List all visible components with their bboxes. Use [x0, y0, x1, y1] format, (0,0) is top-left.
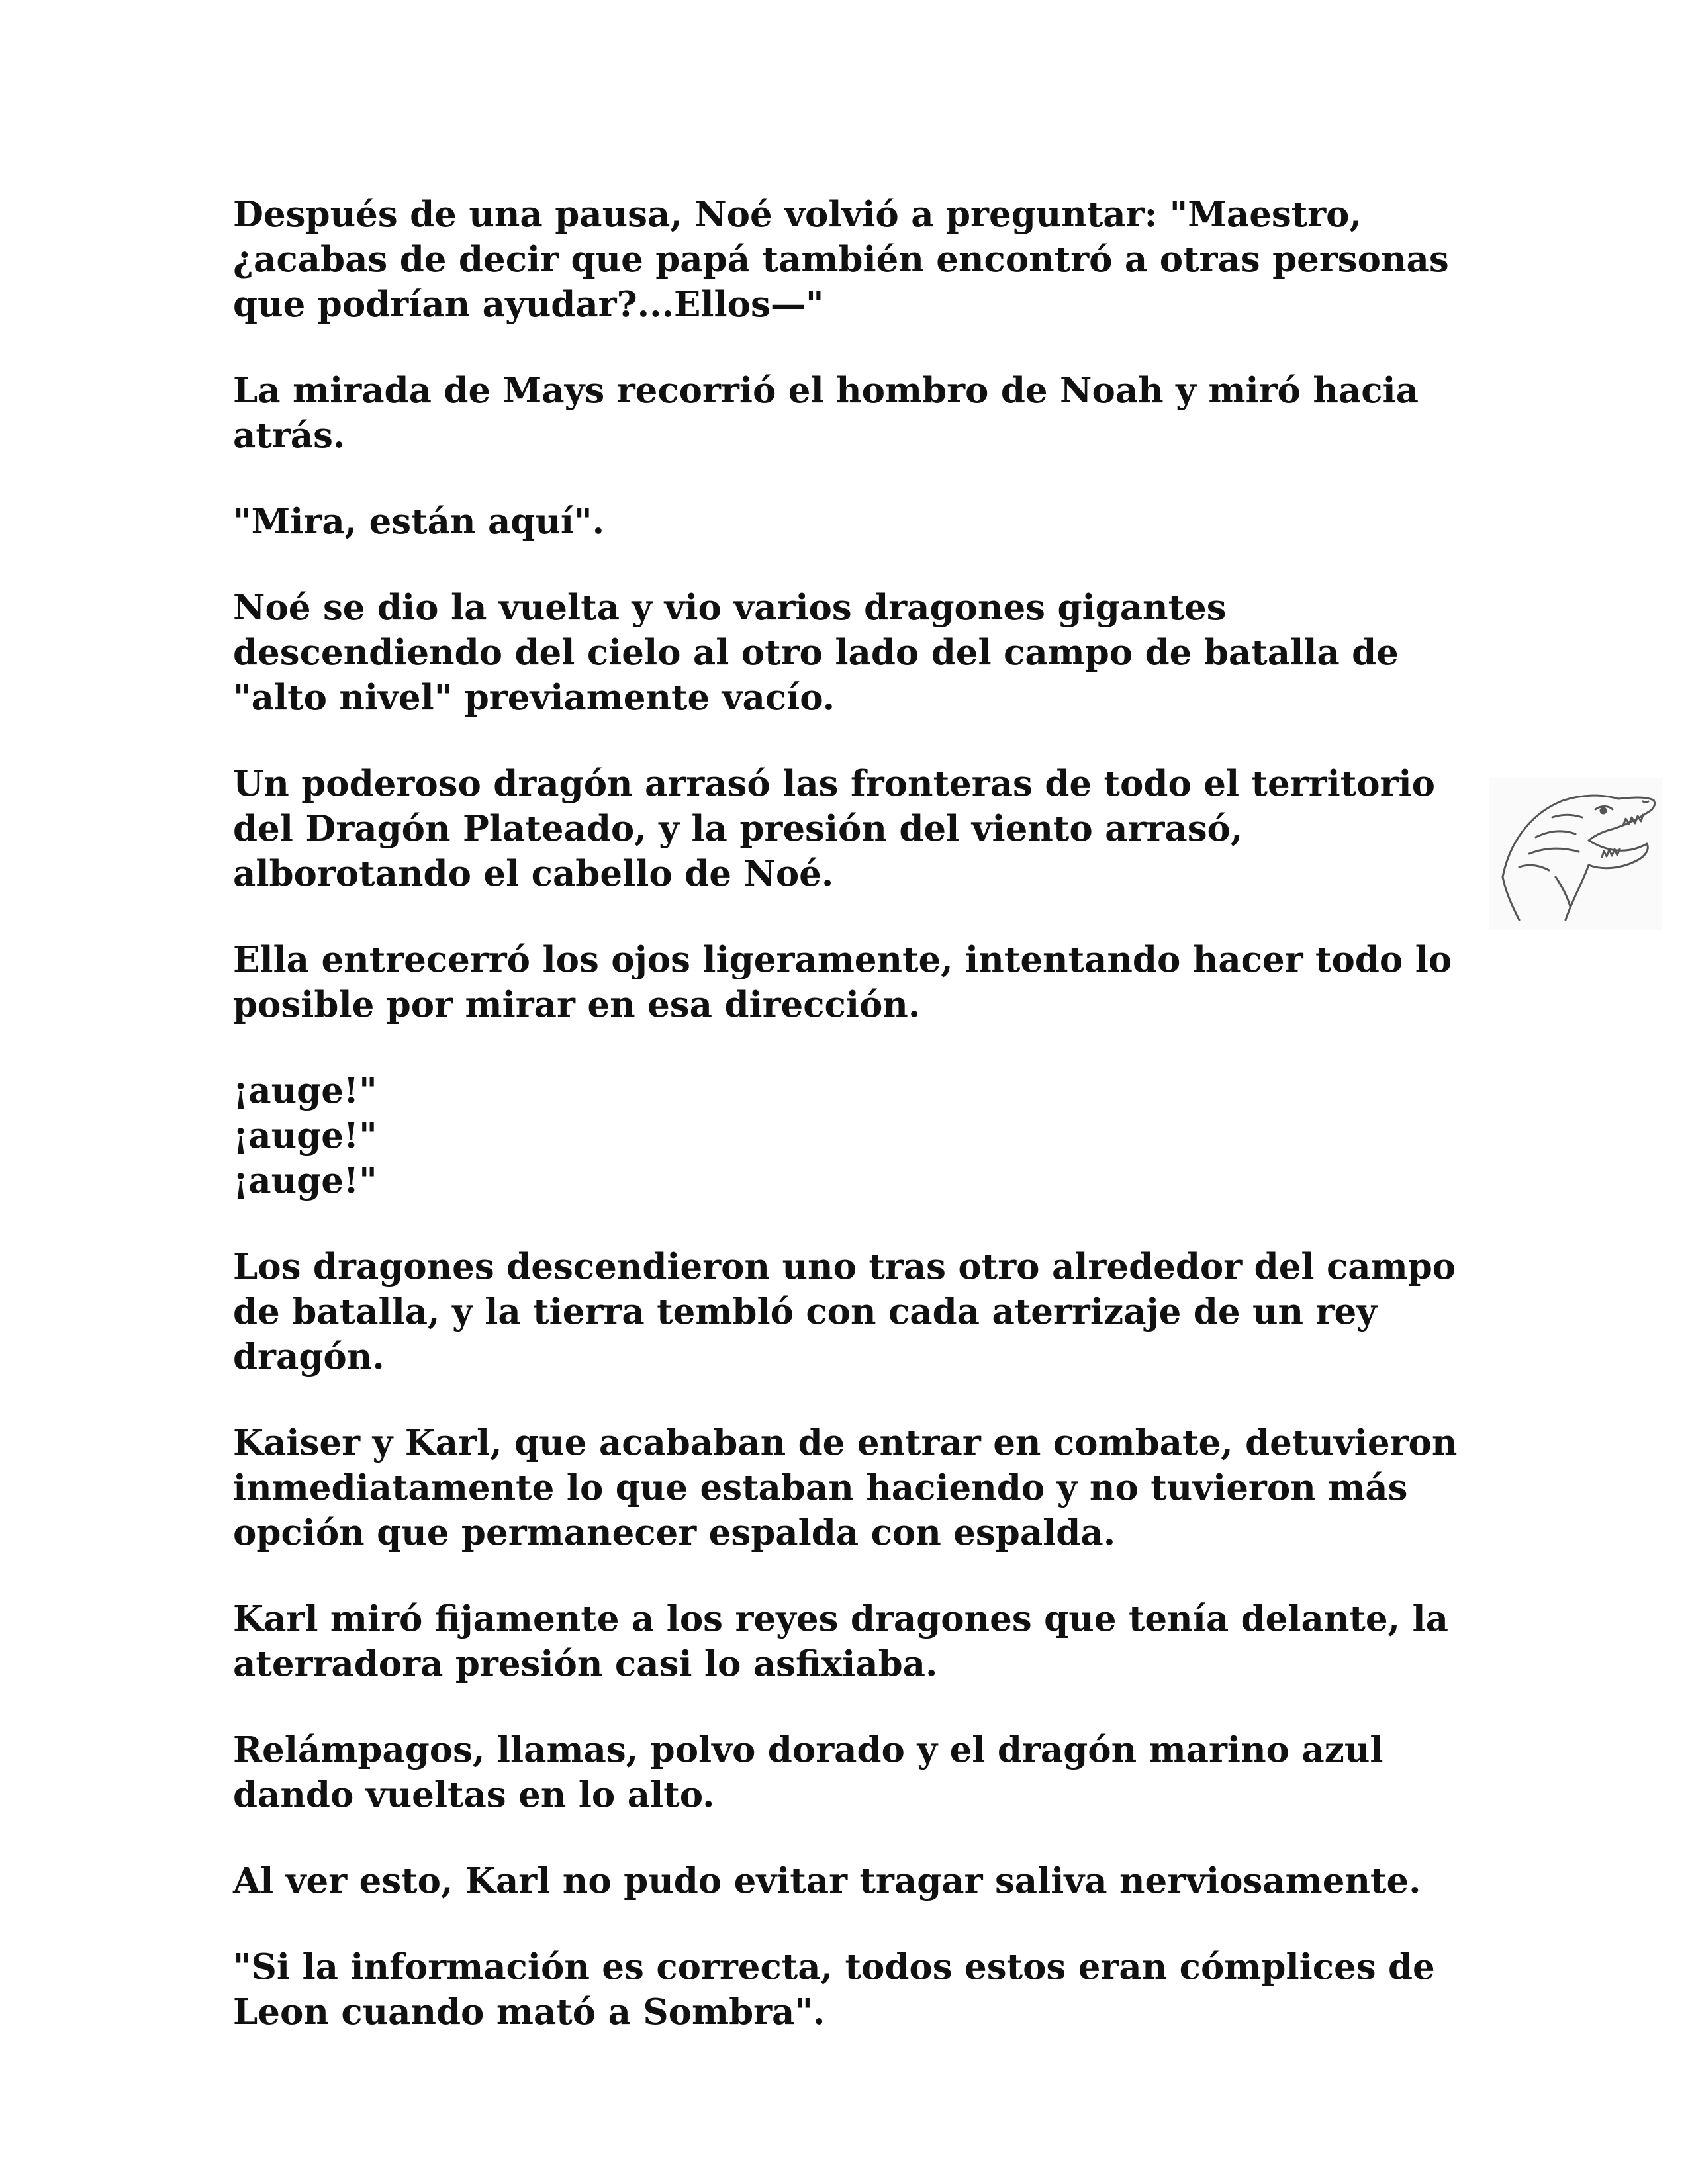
- dinosaur-head-sketch-icon: [1489, 778, 1662, 930]
- text-line: que podrían ayudar?...Ellos—": [233, 284, 824, 325]
- paragraph-13: [233, 1944, 1458, 2034]
- text-line: "alto nivel" previamente vacío.: [233, 677, 835, 718]
- text-line: posible por mirar en esa dirección.: [233, 984, 921, 1025]
- paragraph-10: [233, 1596, 1458, 1686]
- paragraph-3: [233, 499, 1458, 544]
- text-line: alborotando el cabello de Noé.: [233, 853, 834, 894]
- text-line: del Dragón Plateado, y la presión del viento arrasó,: [233, 808, 1243, 849]
- paragraph-7: [233, 1068, 1458, 1203]
- text-line: dragón.: [233, 1336, 385, 1377]
- text-line: ¡auge!": [233, 1115, 377, 1156]
- paragraph-11: [233, 1727, 1458, 1817]
- paragraph-2: [233, 368, 1458, 458]
- text-line: "Si la información es correcta, todos estos eran cómplices de: [233, 1946, 1435, 1987]
- text-line: inmediatamente lo que estaban haciendo y no tuvieron más: [233, 1467, 1408, 1508]
- text-line: "Mira, están aquí".: [233, 501, 605, 542]
- text-line: ¡auge!": [233, 1160, 377, 1201]
- story-text: [233, 192, 1458, 2075]
- paragraph-12: [233, 1858, 1458, 1903]
- text-line: opción que permanecer espalda con espalda.: [233, 1512, 1116, 1553]
- text-line: descendiendo del cielo al otro lado del campo de batalla de: [233, 632, 1399, 673]
- text-line: Noé se dio la vuelta y vio varios dragones gigantes: [233, 587, 1227, 628]
- text-line: Después de una pausa, Noé volvió a preguntar: "Maestro,: [233, 194, 1362, 235]
- text-line: atrás.: [233, 415, 346, 456]
- text-line: Karl miró fijamente a los reyes dragones que tenía delante, la: [233, 1598, 1448, 1639]
- text-line: Los dragones descendieron uno tras otro alrededor del campo: [233, 1246, 1456, 1287]
- paragraph-9: [233, 1420, 1458, 1555]
- text-line: de batalla, y la tierra tembló con cada aterrizaje de un rey: [233, 1291, 1377, 1332]
- paragraph-5: [233, 761, 1458, 896]
- text-line: Relámpagos, llamas, polvo dorado y el dragón marino azul: [233, 1729, 1383, 1770]
- paragraph-8: [233, 1244, 1458, 1379]
- text-line: Kaiser y Karl, que acababan de entrar en combate, detuvieron: [233, 1422, 1458, 1463]
- text-line: La mirada de Mays recorrió el hombro de Noah y miró hacia: [233, 370, 1419, 411]
- text-line: Un poderoso dragón arrasó las fronteras de todo el territorio: [233, 763, 1435, 804]
- text-line: aterradora presión casi lo asfixiaba.: [233, 1643, 938, 1684]
- paragraph-4: [233, 585, 1458, 720]
- text-line: dando vueltas en lo alto.: [233, 1774, 715, 1815]
- text-line: Ella entrecerró los ojos ligeramente, intentando hacer todo lo: [233, 939, 1452, 980]
- text-line: Leon cuando mató a Sombra".: [233, 1991, 825, 2032]
- text-line: ¿acabas de decir que papá también encontró a otras personas: [233, 239, 1449, 280]
- paragraph-6: [233, 937, 1458, 1027]
- text-line: ¡auge!": [233, 1070, 377, 1111]
- paragraph-1: [233, 192, 1458, 327]
- dinosaur-head-drawing: [1489, 778, 1662, 930]
- text-line: Al ver esto, Karl no pudo evitar tragar saliva nerviosamente.: [233, 1860, 1421, 1901]
